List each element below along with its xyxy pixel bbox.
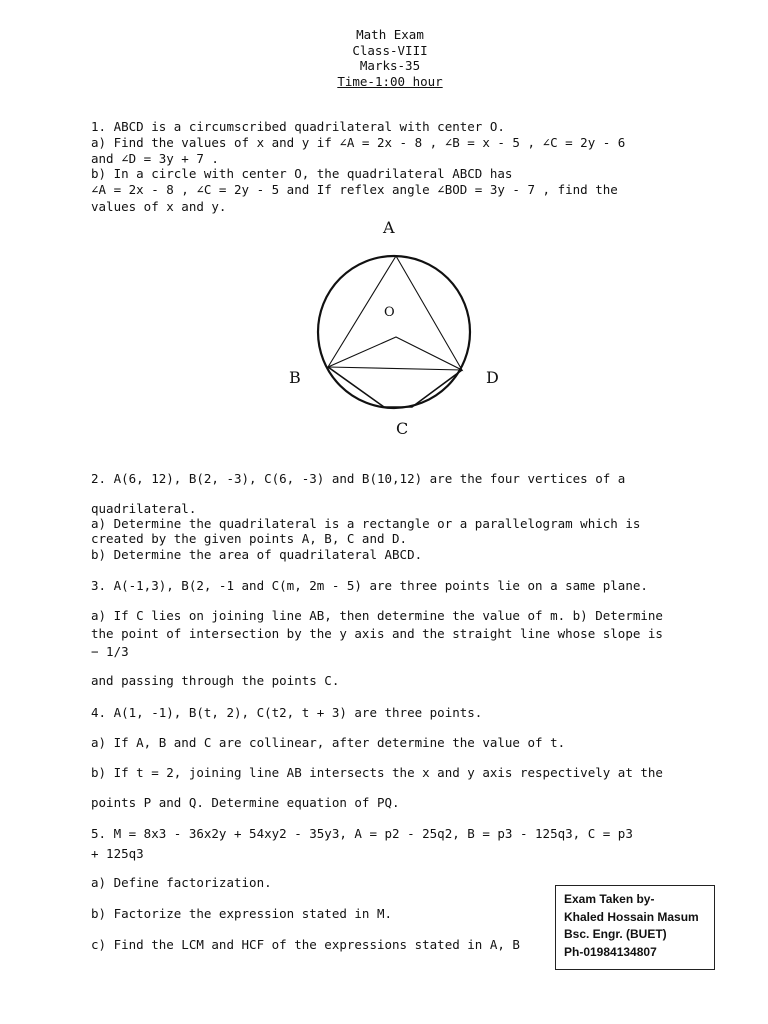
chords-bcd bbox=[328, 367, 462, 407]
circumcircle bbox=[318, 256, 470, 408]
examiner-phone: Ph-01984134807 bbox=[564, 944, 657, 959]
q2-line-3: a) Determine the quadrilateral is a rectangle or a parallelogram which is bbox=[91, 516, 641, 531]
examiner-info-box bbox=[555, 885, 715, 970]
q5-line-5: c) Find the LCM and HCF of the expressions stated in A, B bbox=[91, 937, 520, 952]
q4-line-1: 4. A(1, -1), B(t, 2), C(t2, t + 3) are three points. bbox=[91, 705, 483, 720]
q1-line-1: 1. ABCD is a circumscribed quadrilateral with center O. bbox=[91, 119, 505, 134]
q3-line-2: a) If C lies on joining line AB, then determine the value of m. b) Determine bbox=[91, 608, 663, 623]
center-label-o: O bbox=[384, 305, 395, 320]
examiner-name: Khaled Hossain Masum bbox=[564, 909, 699, 924]
q3-line-1: 3. A(-1,3), B(2, -1 and C(m, 2m - 5) are three points lie on a same plane. bbox=[91, 578, 648, 593]
q2-line-5: b) Determine the area of quadrilateral ABCD. bbox=[91, 547, 423, 562]
q2-line-1: 2. A(6, 12), B(2, -3), C(6, -3) and B(10,12) are the four vertices of a bbox=[91, 471, 626, 486]
q1-line-3: and ∠D = 3y + 7 . bbox=[91, 151, 219, 166]
q5-line-4: b) Factorize the expression stated in M. bbox=[91, 906, 393, 921]
q1-line-5: ∠A = 2x - 8 , ∠C = 2y - 5 and If reflex angle ∠BOD = 3y - 7 , find the bbox=[91, 182, 618, 197]
exam-title: Math Exam bbox=[356, 27, 424, 42]
q3-line-5: and passing through the points C. bbox=[91, 673, 340, 688]
q1-line-4: b) In a circle with center O, the quadrilateral ABCD has bbox=[91, 166, 513, 181]
q4-line-2: a) If A, B and C are collinear, after determine the value of t. bbox=[91, 735, 566, 750]
q3-line-3: the point of intersection by the y axis and the straight line whose slope is bbox=[91, 626, 663, 641]
vertex-label-d: D bbox=[486, 368, 499, 387]
vertex-label-c: C bbox=[396, 419, 409, 438]
q1-line-6: values of x and y. bbox=[91, 199, 227, 214]
q1-line-2: a) Find the values of x and y if ∠A = 2x - 8 , ∠B = x - 5 , ∠C = 2y - 6 bbox=[91, 135, 626, 150]
q2-line-2: quadrilateral. bbox=[91, 501, 197, 516]
vertex-label-a: A bbox=[383, 218, 395, 237]
chord-bd bbox=[328, 367, 462, 370]
examiner-degree: Bsc. Engr. (BUET) bbox=[564, 927, 667, 941]
q5-line-1: 5. M = 8x3 - 36x2y + 54xy2 - 35y3, A = p2 - 25q2, B = p3 - 125q3, C = p3 bbox=[91, 826, 633, 841]
exam-time: Time-1:00 hour bbox=[337, 73, 443, 89]
q5-line-2: + 125q3 bbox=[91, 846, 144, 861]
vertex-label-b: B bbox=[289, 368, 301, 387]
examiner-line-1: Exam Taken by- bbox=[564, 892, 655, 906]
q3-line-4: − 1/3 bbox=[91, 644, 129, 659]
q4-line-3: b) If t = 2, joining line AB intersects the x and y axis respectively at the bbox=[91, 765, 663, 780]
q4-line-4: points P and Q. Determine equation of PQ. bbox=[91, 795, 400, 810]
q5-line-3: a) Define factorization. bbox=[91, 875, 272, 890]
exam-class: Class-VIII bbox=[352, 42, 428, 58]
exam-marks: Marks-35 bbox=[359, 58, 421, 73]
q2-line-4: created by the given points A, B, C and D. bbox=[91, 531, 408, 546]
